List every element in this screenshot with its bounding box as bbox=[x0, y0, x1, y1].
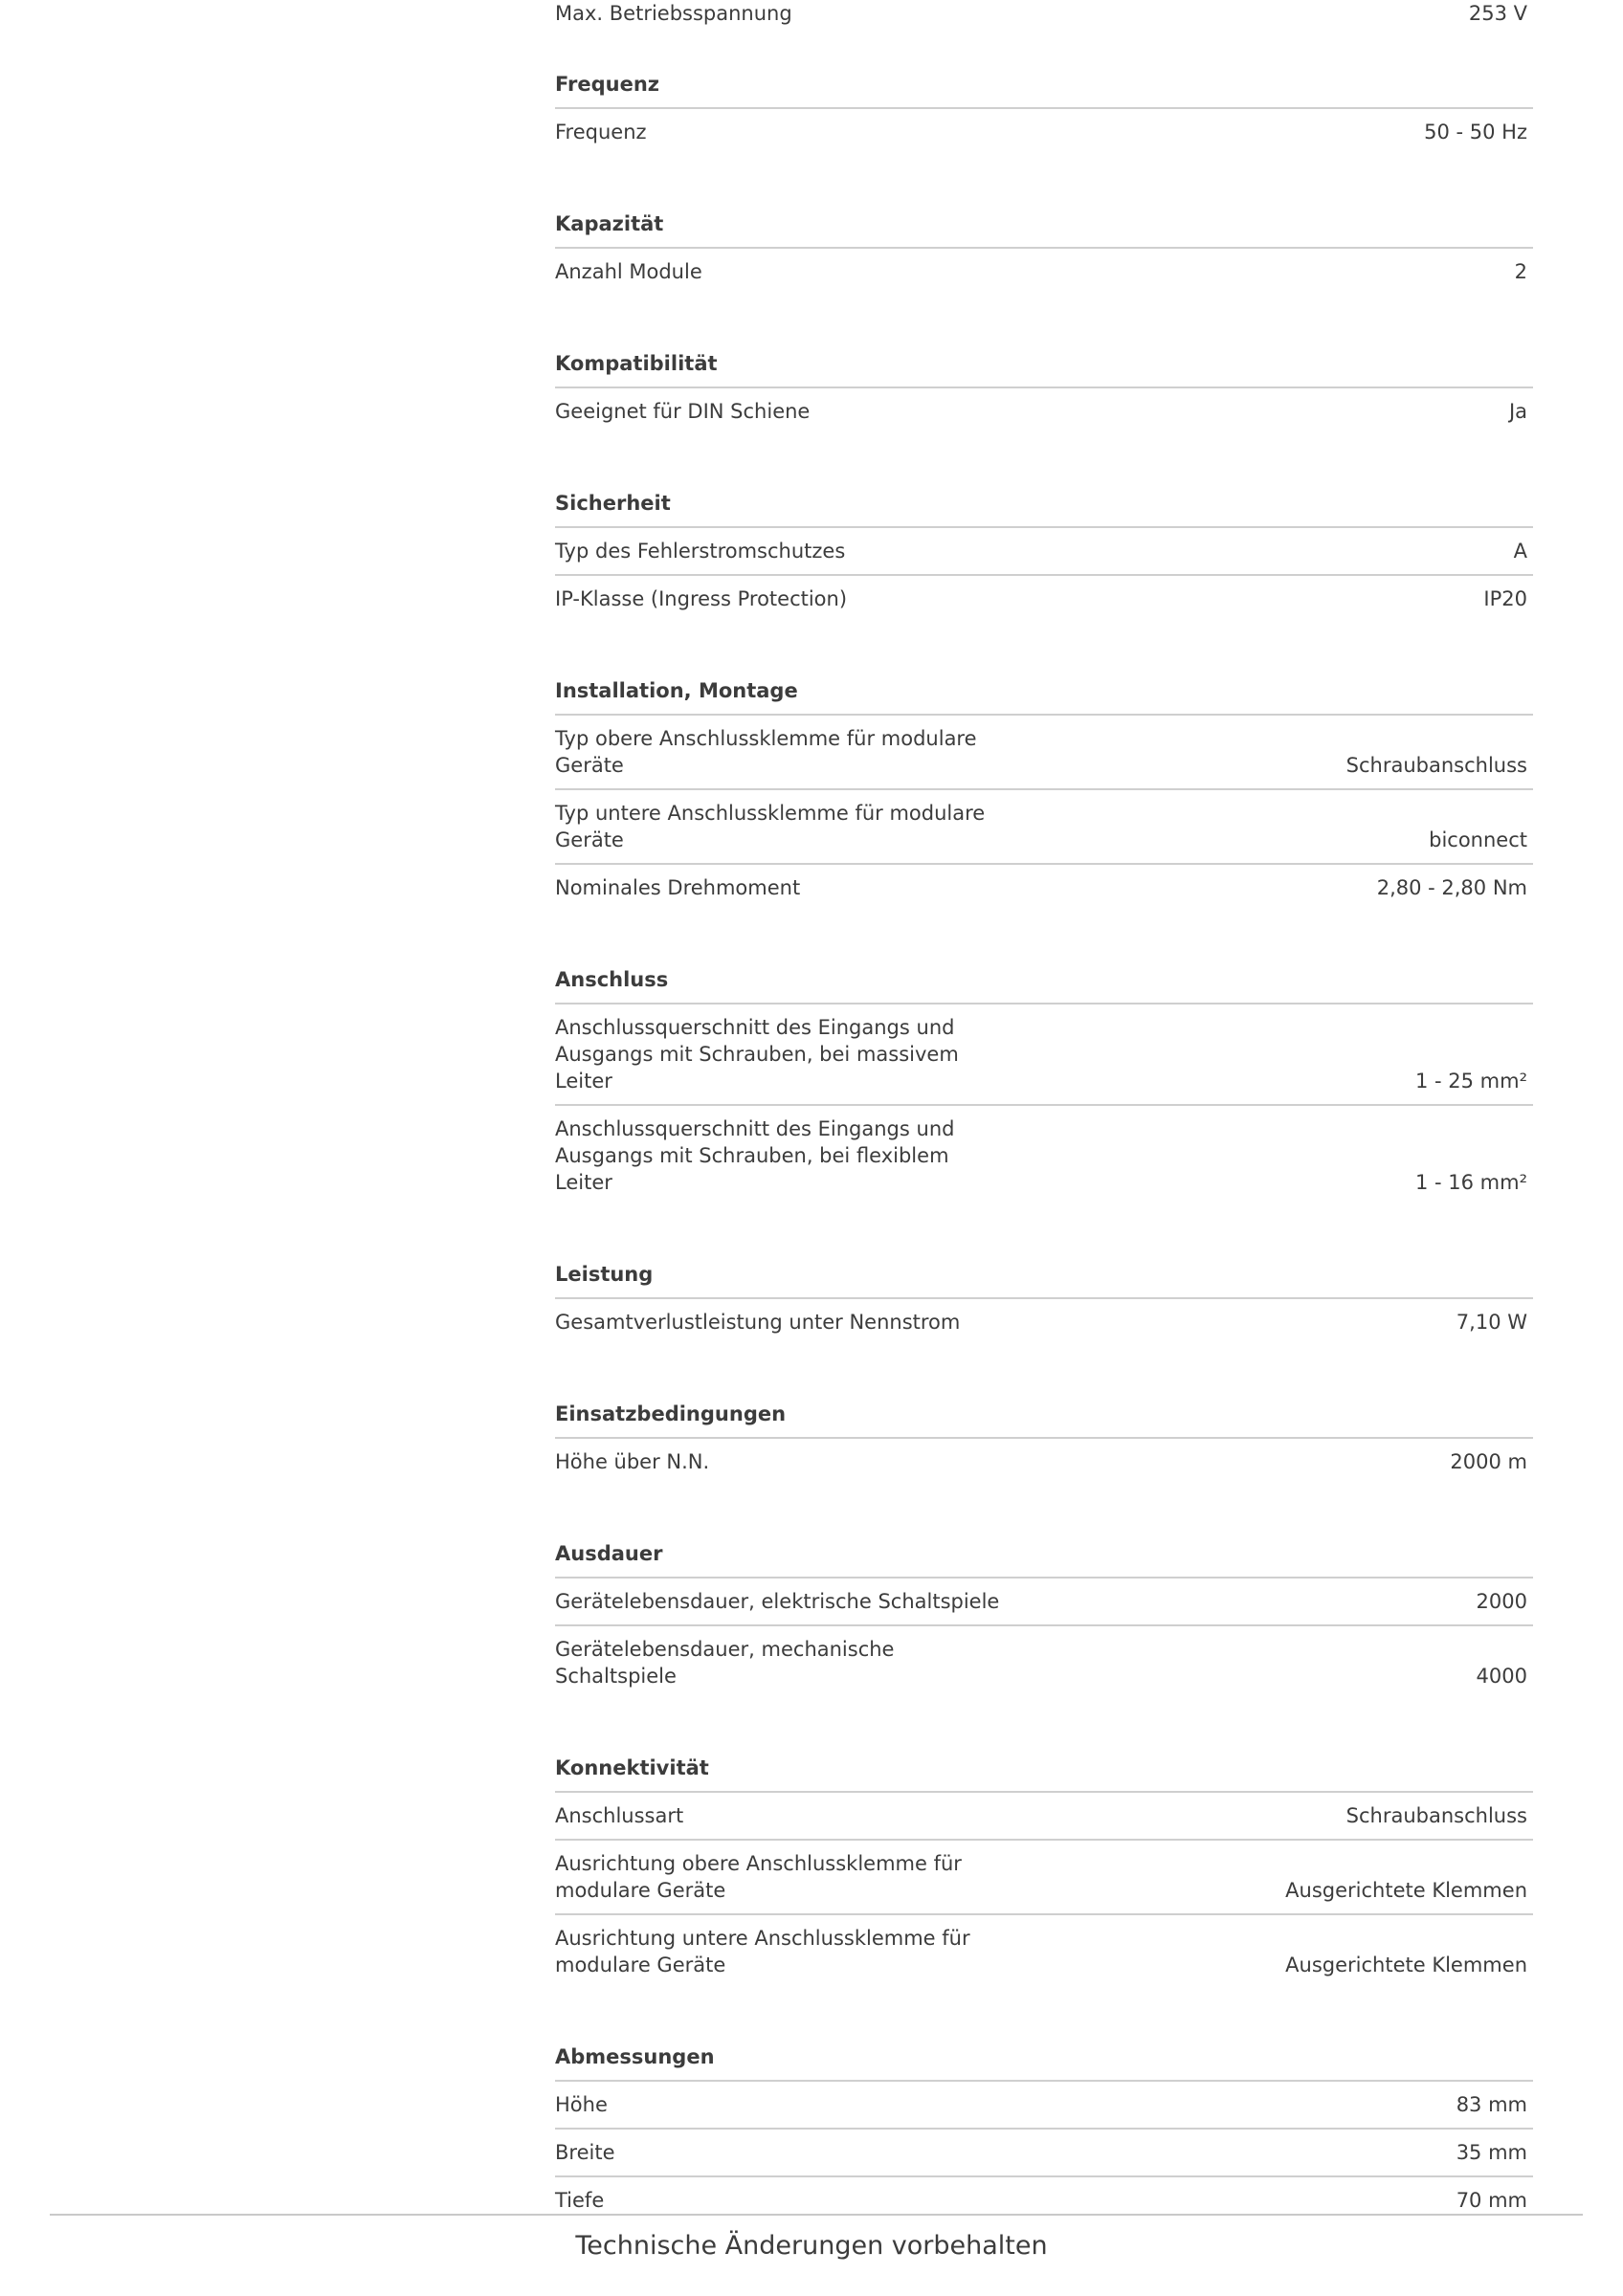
spec-label: Typ des Fehlerstromschutzes bbox=[555, 540, 846, 563]
spec-row bbox=[555, 109, 1533, 155]
spec-label: Frequenz bbox=[555, 121, 647, 144]
spec-label: Tiefe bbox=[555, 2189, 605, 2212]
spec-row bbox=[555, 1439, 1533, 1485]
spec-value: 2 bbox=[1514, 260, 1527, 283]
spec-label: Anzahl Module bbox=[555, 260, 702, 283]
section-title: Einsatzbedingungen bbox=[555, 1366, 1533, 1439]
section-title: Frequenz bbox=[555, 36, 1533, 109]
spec-row bbox=[555, 1915, 1533, 1988]
spec-label: Gerätelebensdauer, elektrische Schaltspiele bbox=[555, 1590, 1000, 1613]
spec-section bbox=[555, 932, 1533, 1205]
section-title: Kapazität bbox=[555, 176, 1533, 249]
spec-value: Ausgerichtete Klemmen bbox=[1285, 1954, 1527, 1976]
spec-row bbox=[555, 2082, 1533, 2130]
spec-section bbox=[555, 455, 1533, 622]
spec-section bbox=[555, 316, 1533, 434]
spec-row bbox=[555, 1626, 1533, 1699]
footer-note: Technische Änderungen vorbehalten bbox=[575, 2231, 1048, 2261]
spec-label: Typ untere Anschlussklemme für modulare Geräte bbox=[555, 802, 986, 851]
spec-row bbox=[555, 1793, 1533, 1841]
spec-section bbox=[555, 36, 1533, 155]
spec-label: Geeignet für DIN Schiene bbox=[555, 400, 811, 423]
spec-row bbox=[555, 388, 1533, 434]
spec-value: biconnect bbox=[1429, 828, 1527, 851]
spec-value: Schraubanschluss bbox=[1345, 1804, 1527, 1827]
spec-value: 1 - 25 mm² bbox=[1414, 1070, 1527, 1093]
spec-section bbox=[555, 1506, 1533, 1699]
spec-value: 83 mm bbox=[1456, 2093, 1527, 2116]
spec-row bbox=[555, 716, 1533, 790]
spec-sections bbox=[555, 36, 1533, 2223]
section-title: Ausdauer bbox=[555, 1506, 1533, 1578]
spec-label: IP-Klasse (Ingress Protection) bbox=[555, 587, 848, 610]
spec-section-lead bbox=[555, 0, 1533, 36]
spec-row bbox=[555, 0, 1533, 36]
spec-value: 1 - 16 mm² bbox=[1414, 1171, 1527, 1194]
spec-label: Anschlussart bbox=[555, 1804, 684, 1827]
spec-section bbox=[555, 176, 1533, 295]
spec-label: Anschlussquerschnitt des Eingangs und Ausgangs mit Schrauben, bei flexiblem Leiter bbox=[555, 1117, 955, 1194]
spec-label: Höhe bbox=[555, 2093, 608, 2116]
spec-section bbox=[555, 1720, 1533, 1988]
spec-value: Ja bbox=[1508, 400, 1527, 423]
section-title: Abmessungen bbox=[555, 2009, 1533, 2082]
spec-section bbox=[555, 1226, 1533, 1345]
section-title: Leistung bbox=[555, 1226, 1533, 1299]
spec-label: Anschlussquerschnitt des Eingangs und Ausgangs mit Schrauben, bei massivem Leiter bbox=[555, 1016, 959, 1093]
spec-section bbox=[555, 643, 1533, 911]
spec-value: A bbox=[1513, 540, 1527, 563]
spec-row bbox=[555, 1004, 1533, 1106]
spec-row bbox=[555, 1578, 1533, 1626]
spec-label: Höhe über N.N. bbox=[555, 1450, 710, 1473]
spec-value: 2000 m bbox=[1450, 1450, 1527, 1473]
section-title: Anschluss bbox=[555, 932, 1533, 1004]
spec-row bbox=[555, 249, 1533, 295]
spec-value: 50 - 50 Hz bbox=[1424, 121, 1527, 144]
section-title: Kompatibilität bbox=[555, 316, 1533, 388]
spec-row bbox=[555, 1841, 1533, 1915]
spec-value: 2,80 - 2,80 Nm bbox=[1376, 876, 1527, 899]
spec-label: Max. Betriebsspannung bbox=[555, 2, 792, 25]
section-title: Konnektivität bbox=[555, 1720, 1533, 1793]
spec-value: Ausgerichtete Klemmen bbox=[1285, 1879, 1527, 1902]
spec-label: Ausrichtung obere Anschlussklemme für modulare Geräte bbox=[555, 1852, 962, 1902]
spec-section bbox=[555, 2009, 1533, 2223]
spec-label: Gesamtverlustleistung unter Nennstrom bbox=[555, 1311, 961, 1334]
spec-value: 7,10 W bbox=[1456, 1311, 1527, 1334]
spec-table bbox=[555, 0, 1533, 2223]
section-title: Sicherheit bbox=[555, 455, 1533, 528]
spec-row bbox=[555, 790, 1533, 865]
spec-value: Schraubanschluss bbox=[1345, 754, 1527, 777]
spec-value: 70 mm bbox=[1456, 2189, 1527, 2212]
spec-label: Typ obere Anschlussklemme für modulare Geräte bbox=[555, 727, 977, 777]
spec-section bbox=[555, 1366, 1533, 1485]
section-title: Installation, Montage bbox=[555, 643, 1533, 716]
spec-value: 253 V bbox=[1468, 2, 1527, 25]
footer-divider bbox=[50, 2214, 1583, 2216]
spec-row bbox=[555, 528, 1533, 576]
spec-row bbox=[555, 576, 1533, 622]
spec-label: Gerätelebensdauer, mechanische Schaltspiele bbox=[555, 1638, 895, 1688]
spec-value: 35 mm bbox=[1456, 2141, 1527, 2164]
spec-row bbox=[555, 1299, 1533, 1345]
spec-label: Breite bbox=[555, 2141, 615, 2164]
spec-row bbox=[555, 865, 1533, 911]
spec-label: Ausrichtung untere Anschlussklemme für modulare Geräte bbox=[555, 1927, 970, 1976]
spec-label: Nominales Drehmoment bbox=[555, 876, 801, 899]
spec-row bbox=[555, 1106, 1533, 1205]
spec-value: 2000 bbox=[1476, 1590, 1527, 1613]
spec-value: 4000 bbox=[1476, 1665, 1527, 1688]
spec-row bbox=[555, 2130, 1533, 2177]
spec-value: IP20 bbox=[1483, 587, 1527, 610]
spec-row bbox=[555, 2177, 1533, 2223]
